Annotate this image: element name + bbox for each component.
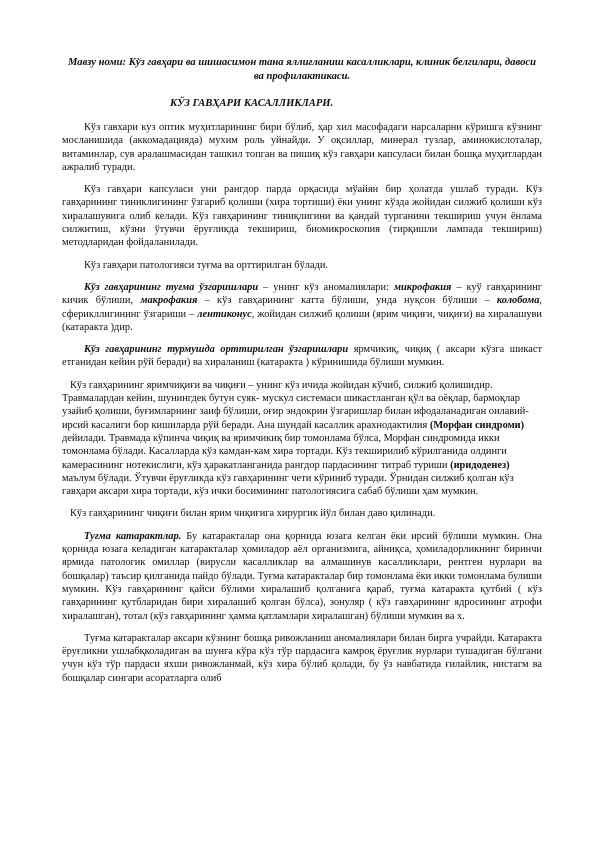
p6-text-1: Кўз гавҳарининг яримчиқиғи ва чиқиғи – унинг кўз ичида жойидан кўчиб, силжиб қолишидир. Травмалардан кейин, шунингдек бутун суяк- мускул системаси шикастланган қўл ва оёқлар, бармоқлар узайиб қолиши, буғимларнинг заиф бўлиши, оғир эндокрин ўзгаришлар билан ифодаланадиган оилавий- ирсий касалиги бор кишиларда рўй беради. Ана шундай касаллик арахнодактилия — [62, 379, 529, 431]
term-microphakia: микрофакия — [393, 281, 452, 293]
p4-text-5: , жойидан силжиб қолиши (ярим чиқиғи, чиқиғи) ва хиралашуви (катаракта )дир. — [62, 308, 542, 333]
paragraph-8 — [62, 530, 542, 623]
section-heading: КЎЗ ГАВҲАРИ КАСАЛЛИКЛАРИ. — [170, 98, 334, 109]
p8-lead: Туғма катарактлар. — [84, 530, 182, 542]
topic-title — [62, 56, 542, 83]
p4-text-4: , сферикллигининг ўзгариши – — [62, 295, 542, 320]
term-coloboma: колобома — [496, 295, 540, 307]
p6-morfan: (Морфан синдроми) — [429, 419, 525, 431]
p5-lead: Кўз гавҳарининг турмушда орттирилган ўзгаришлари — [84, 344, 349, 356]
paragraph-2: Кўз гавҳари капсуласи уни рангдор парда орқасида мўайян бир ҳолатда ушлаб туради. Кўз гавҳарининг тиниклигининг ўзгариб қолиши (хира тортиши) ёки унинг кўзда жойидан силжиб қолиши кўз хиралашувига олиб келади. Кўз гавҳарининг тиниқлигини ва қандай турганини текшириш учун ёнлама силжитиш, кўзни ўтувчи ёруғликда текшириш, биомикроскопия (тирқишли лампада текшириш) методларидан фойдаланилади. — [62, 184, 542, 249]
topic-label: Мавзу номи: — [68, 57, 127, 68]
p5-text: ярмчикиқ, чиқиқ ( аксари кўзга шикаст етганидан кейин рўй беради) ва хираланиш (катаракта ) кўринишида бўлиши мумкин. — [62, 344, 543, 369]
p4-lead: Кўз гавҳарининг туғма ўзгаришлари — [84, 281, 259, 293]
p4-text-2: – куў гавҳарининг кичик бўлиши, — [62, 281, 542, 307]
paragraph-9: Туғма катаракталар аксари кўзнинг бошқа ривожланиш аномалиялари билан бирга учрайди. Катаракта ёруғликни ушлабқколадиган ва шунга кўра кўз тўр пардасига камроқ ёруғлик нурлари тушадиган бўлгани учун кўз тўр пардаси яхши ривожланмай, кўз хира бўлиб қолади, бу ўз навбатида ғилайлик, нистагм ва бошқалар сингари асоратларга олиб — [62, 632, 542, 684]
p6-iridodonesis: (иридоденез) — [450, 459, 510, 471]
term-lenticonus: лентиконус — [197, 308, 252, 320]
p4-text-3: – кўз гавҳарининг катта бўлиши, унда нуқсон бўлиши – — [197, 295, 497, 307]
p4-text-1: – унинг кўз аномалиялари: — [258, 281, 394, 293]
paragraph-6 — [62, 379, 542, 499]
p8-text: Бу катаракталар она қорнида юзага келган ёки ирсий бўлиши мумкин. Она қорнида юзага келадиган катаракталар ҳомиладор аёл организмига, айниқса, ҳомиладорликнинг биринчи ярмида патологик омиллар (вирусли касалликлар ва алмашинув касалликлари, рентген нурлари ва бошқалар) таъсир қилганида пайдо бўлади. Туғма катаракталар бир томонлама ёки икки томонлама булиши мумкин. Кўз гавҳарининг қайси бўлими хиралашиб қолганига қараб, туғма катаракта қутбий ( кўз гавҳарининг қутбларидан бири хиралашиб қолган бўлса), зонуляр ( кўз гавҳарининг ядросининг атрофи хиралашган), тотал (кўз гавҳарининг ҳамма қатламлари хиралашган) бўлиши мумкин ва х. — [62, 530, 542, 622]
p6-text-3: маълум бўлади. Ўтувчи ёруғликда кўз гавҳарининг чети кўриниб туради. Ўрнидан силжиб қолган кўз гавҳари аксари хира тортади, кўз ички босимининг патологиясига сабаб бўлиши ҳам мумкин. — [62, 472, 514, 498]
paragraph-7: Кўз гавҳарининг чиқиғи билан ярим чиқиғига хирургик йўл билан даво қилинади. — [70, 508, 436, 520]
term-macrophakia: макрофакия — [140, 295, 198, 307]
topic-text: Кўз гавҳари ва шишасимон тана яллиғланиш касалликлари, клиник белгилари, давоси ва профилактикаси. — [126, 57, 536, 82]
p6-text-2: дейилади. Травмада кўпинча чиқиқ ва яримчикиқ бир томонлама бўлса, Морфан синдромида икки томонлама бўлади. Касалларда кўз камдан-кам хира тортади. Кўз текширилиб кўрилганида олдинги камерасининг нотекислиги, кўз ҳаракатланганида рангдор пардасининг титраб туриши — [62, 432, 507, 471]
paragraph-3: Кўз гавҳари патологияси туғма ва орттирилган бўлади. — [84, 259, 329, 271]
paragraph-4 — [62, 281, 542, 334]
paragraph-5 — [62, 343, 542, 370]
paragraph-1: Кўз гавхари куз оптик муҳитларининг бири бўлиб, ҳар хил масофадаги нарсаларни кўришга кўзнинг мосланишида (аккомадацияда) мухим роль уйнайди. У оқсиллар, минерал тузлар, аминокислоталар, витаминлар, сув аралашмасидан ташкил топган ва пишиқ кўз гавҳари капсуласи билан бошқа муҳитлардан ажралиб туради. — [62, 122, 542, 173]
